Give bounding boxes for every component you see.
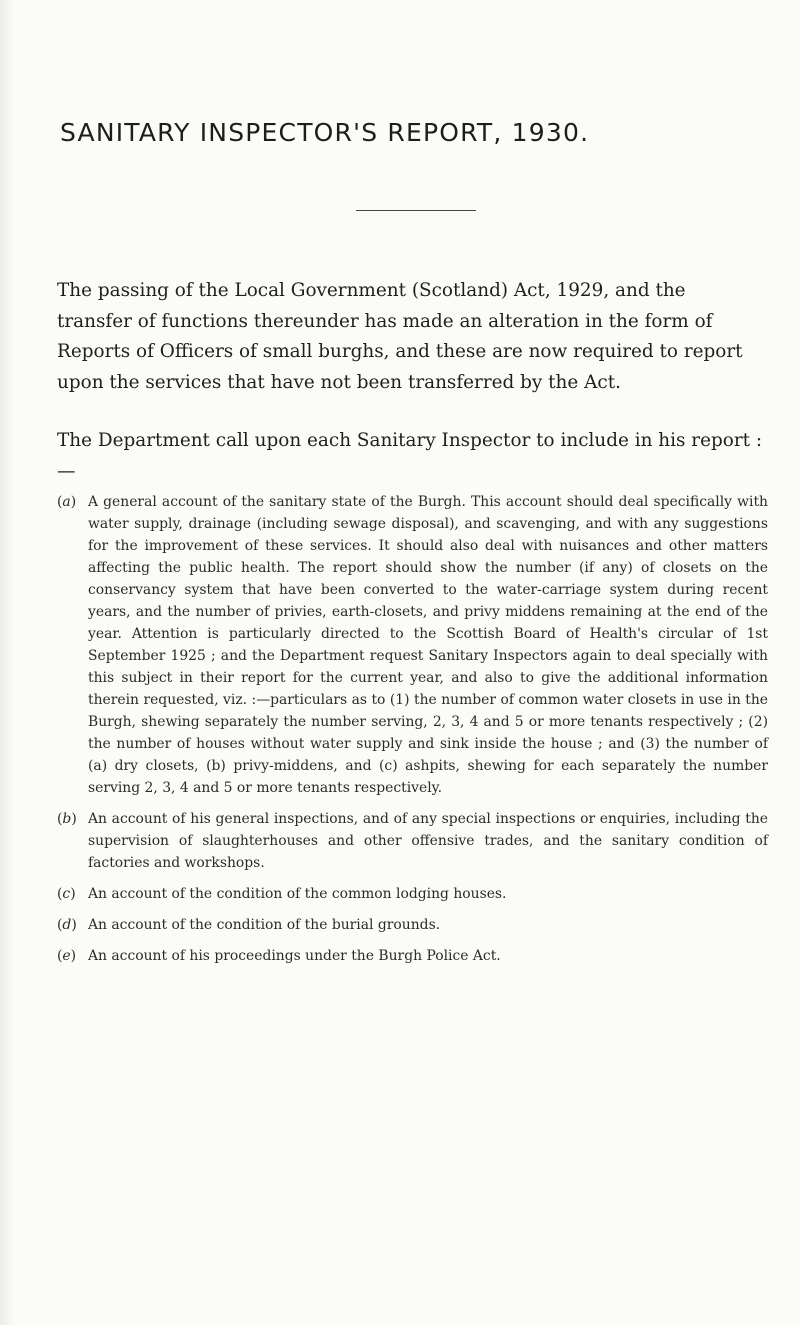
item-marker: (c) — [57, 886, 76, 902]
list-item — [57, 883, 768, 905]
list-item — [57, 808, 768, 874]
item-text: An account of the condition of the common lodging houses. — [88, 886, 507, 902]
list-item — [57, 914, 768, 936]
page-title: SANITARY INSPECTOR'S REPORT, 1930. — [60, 118, 590, 147]
item-marker: (b) — [57, 811, 77, 827]
intro-paragraph: The passing of the Local Government (Scotland) Act, 1929, and the transfer of functions thereunder has made an alteration in the form of Reports of Officers of small burghs, and these are now required to report upon the services that have not been transferred by the Act. — [57, 280, 743, 393]
item-marker: (a) — [57, 494, 77, 510]
item-text: An account of the condition of the burial grounds. — [88, 917, 441, 933]
item-text: A general account of the sanitary state of the Burgh. This account should deal specifically with water supply, drainage (including sewage disposal), and scavenging, and with any suggestions for the improvement of these services. It should also deal with nuisances and other matters affecting the public health. The report should show the number (if any) of closets on the conservancy system that have been converted to the water-carriage system during recent years, and the number of privies, earth-closets, and privy middens remaining at the end of the year. Attention is particularly directed to the Scottish Board of Health's circular of 1st September 1925 ; and the Department request Sanitary Inspectors again to deal specially with this subject in their report for the current year, and also to give the additional information therein requested, viz. :—particulars as to (1) the number of common water closets in use in the Burgh, shewing separately the number serving, 2, 3, 4 and 5 or more tenants respectively ; (2) the number of houses without water supply and sink inside the house ; and (3) the number of (a) dry closets, (b) privy-middens, and (c) ashpits, shewing for each separately the number serving 2, 3, 4 and 5 or more tenants respectively. — [88, 494, 768, 796]
list-item — [57, 491, 768, 799]
intro-paragraph: The Department call upon each Sanitary Inspector to include in his report :— — [57, 430, 763, 482]
title-divider — [356, 210, 476, 211]
item-text: An account of his general inspections, and of any special inspections or enquiries, including the supervision of slaughterhouses and other offensive trades, and the sanitary condition of factories and workshops. — [88, 811, 768, 871]
list-item — [57, 945, 768, 967]
item-text: An account of his proceedings under the Burgh Police Act. — [88, 948, 501, 964]
item-marker: (e) — [57, 948, 77, 964]
page-edge-shadow — [0, 0, 14, 1325]
requirements-list — [57, 491, 768, 975]
item-marker: (d) — [57, 917, 77, 933]
